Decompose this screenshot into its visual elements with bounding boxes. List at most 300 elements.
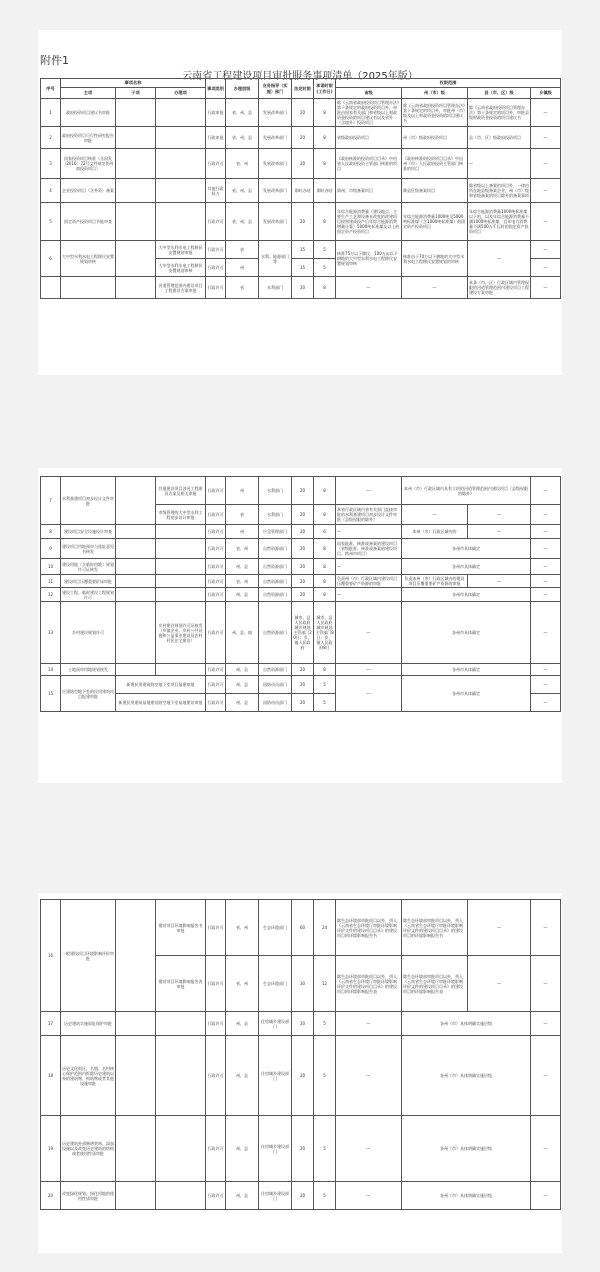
cell-level: 省、州	[226, 956, 259, 1012]
cell-legal: 15	[292, 259, 314, 277]
cell-prov: —	[336, 602, 402, 664]
cell-category: 行政许可	[206, 676, 226, 694]
cell-pref: 除生态环境部审批项目以外，列入《云南省生态环境厅审批环境影响评价文件的建设项目目录》的建设项目的环境影响报告表	[402, 956, 468, 1012]
cell-sub	[116, 203, 156, 241]
cell-county: 年综合能源消费量1000吨标准煤以下的，以及年综合能源消费量不满1000吨标准煤，且年电力消费量不满500万千瓦时的固定资产投资项目	[468, 203, 531, 241]
cell-dept: 水利部门	[259, 277, 292, 299]
cell-prov: 除生态环境部审批项目以外，列入《云南省生态环境厅审批环境影响评价文件的建设项目目录》的建设项目的环境影响报告表	[336, 956, 402, 1012]
cell-county: 县（市、区）级政府投资项目	[468, 127, 531, 149]
cell-legal: 30	[292, 956, 314, 1012]
cell-town: —	[531, 505, 561, 525]
cell-dept: 水利部门	[259, 505, 292, 525]
cell-seq: 16	[41, 900, 61, 1012]
header-promise-time: 承诺时限(工作日)	[314, 79, 336, 99]
cell-sub: 新建民用建筑易地建设防空地下室易地建设审批	[116, 694, 206, 712]
header-main-item: 主项	[61, 88, 116, 99]
cell-category: 行政许可	[206, 505, 226, 525]
cell-legal: 60	[292, 900, 314, 956]
cell-prov: —	[336, 676, 402, 712]
cell-pref: 除生态环境部审批项目以外，列入《云南省生态环境厅审批环境影响评价文件的建设项目目录》的建设项目的环境影响报告书	[402, 900, 468, 956]
cell-level: 州、县	[226, 588, 259, 602]
cell-handling	[156, 525, 206, 539]
table-row	[41, 676, 561, 694]
table-row	[41, 1116, 561, 1182]
cell-seq: 8	[41, 525, 61, 539]
cell-town: —	[531, 575, 561, 588]
cell-pref: 各州市具体确定	[402, 588, 531, 602]
cell-legal: 20	[292, 477, 314, 505]
cell-main: 国家投资项目核准（含国发〔2016〕72号文件规定的外商投资项目）	[61, 149, 116, 179]
header-handling: 办理项	[156, 88, 206, 99]
cell-town: —	[531, 1012, 561, 1036]
rows-1-to-5	[41, 99, 561, 241]
cell-handling	[156, 1116, 206, 1182]
cell-town: —	[531, 99, 561, 127]
cell-pref: 各州市具体确定	[402, 602, 531, 664]
table-row	[41, 179, 561, 203]
cell-town: —	[531, 203, 561, 241]
cell-prov: —	[336, 1116, 402, 1182]
cell-sub	[116, 99, 156, 127]
header-item-name: 事项名称	[61, 79, 206, 88]
cell-handling	[156, 127, 206, 149]
table-row	[41, 539, 561, 559]
cell-handling: 河道管理范围内建设项目工程建设方案审批	[156, 277, 206, 299]
cell-main: 建设工程、临时建设工程规划许可	[62, 589, 114, 600]
cell-sub	[116, 1036, 156, 1116]
cell-promise: 24	[314, 900, 336, 956]
cell-dept: 发展改革部门	[259, 179, 292, 203]
cell-dept: 住房城乡建设部门	[259, 1182, 292, 1210]
cell-sub	[116, 241, 156, 277]
cell-sub: 新建民用建筑防空地下室项目报建审批	[116, 676, 206, 694]
cell-sub	[116, 1116, 156, 1182]
cell-category: 行政许可	[206, 664, 226, 676]
cell-promise: 8	[314, 477, 336, 505]
cell-town: —	[531, 900, 561, 956]
cell-category: 行政许可	[206, 559, 226, 575]
cell-pref: 各州市具体确定	[402, 559, 531, 575]
rows-17-to-20	[41, 1012, 561, 1210]
cell-town: —	[531, 588, 561, 602]
header-dept: 业务指导（实施）部门	[259, 79, 292, 99]
cell-legal: 20	[292, 559, 314, 575]
cell-legal: 20	[292, 525, 314, 539]
cell-promise: 5	[314, 259, 336, 277]
cell-town: —	[531, 179, 561, 203]
cell-pref: 本州（市）行政区域内的	[402, 525, 468, 539]
cell-legal: 20	[292, 588, 314, 602]
attachment-label: 附件1	[40, 54, 69, 67]
cell-prov: —	[336, 477, 402, 505]
cell-promise: 5	[314, 1036, 336, 1116]
cell-pref: 年综合能源消费量1000吨至5000吨标准煤（含1000吨标准煤）的固定资产投资项目	[402, 203, 468, 241]
cell-town: —	[531, 259, 561, 277]
cell-promise: 8	[314, 505, 336, 525]
cell-dept: 自然资源部门	[259, 602, 292, 664]
cell-category: 行政许可	[206, 575, 226, 588]
cell-level: 州	[226, 259, 259, 277]
cell-legal: 20	[292, 664, 314, 676]
cell-dept: 住房城乡建设部门	[259, 1012, 292, 1036]
cell-level: 省、州	[226, 575, 259, 588]
cell-category: 行政许可	[206, 241, 226, 259]
cell-town: —	[531, 477, 561, 505]
cell-category: 行政许可	[206, 277, 226, 299]
cell-legal: 20	[292, 694, 314, 712]
cell-county: —	[468, 505, 531, 525]
cell-county: 本条（市、区）行政区域内管理权限的河道管理范围内建设项目工程建设方案审批	[468, 277, 531, 299]
cell-pref: 州（市）级政府投资项目	[402, 127, 468, 149]
cell-town: —	[531, 277, 561, 299]
cell-sub	[116, 179, 156, 203]
cell-category: 行政审批	[206, 127, 226, 149]
cell-pref: 除《云南省政府投资项目管理办法》第十条规定的项目外，审批州（市）级及以上财政资金投资的项目建议书	[402, 99, 468, 127]
cell-dept: 发展改革部门	[259, 149, 292, 179]
table-row	[41, 1012, 561, 1036]
cell-dept: 住房城乡建设部门	[259, 1036, 292, 1116]
cell-level: 州、县	[226, 1116, 259, 1182]
cell-county: —	[468, 956, 531, 1012]
cell-promise: 8	[314, 149, 336, 179]
cell-town: —	[531, 1116, 561, 1182]
cell-category: 行政许可	[206, 477, 226, 505]
cell-town: —	[531, 539, 561, 559]
cell-handling	[156, 559, 206, 575]
cell-handling	[156, 575, 206, 588]
cell-legal: 20	[292, 99, 314, 127]
cell-promise: 8	[314, 99, 336, 127]
cell-promise: 12	[314, 956, 336, 1012]
cell-pref: 负责本州（市）行政区域内的建设项目压覆重要矿产资源的审批	[402, 575, 468, 588]
cell-handling	[156, 203, 206, 241]
cell-seq: 20	[41, 1182, 61, 1210]
cell-sub	[116, 559, 156, 575]
cell-promise: 8	[314, 539, 336, 559]
cell-pref: 各州（市）具体明确实施层级	[402, 1116, 531, 1182]
table-row	[41, 525, 561, 539]
cell-legal: 20	[292, 575, 314, 588]
cell-promise: 5	[314, 676, 336, 694]
cell-handling	[156, 1036, 206, 1116]
cell-level: 省、州、县	[226, 99, 259, 127]
cell-town: —	[531, 127, 561, 149]
cell-handling: 市级管理的大中型水利工程初步设计审批	[156, 505, 206, 525]
cell-category: 行政许可	[206, 1116, 226, 1182]
table-row	[41, 664, 561, 676]
cell-sub	[116, 539, 156, 559]
cell-handling: 建设项目环境影响报告表审批	[156, 956, 206, 1012]
header-authority: 权限范围	[336, 79, 561, 88]
table-row	[41, 575, 561, 588]
cell-promise: 5	[314, 694, 336, 712]
header-seq: 序号	[41, 79, 61, 99]
cell-promise: 8	[314, 588, 336, 602]
cell-level: 省、州、县	[226, 127, 259, 149]
cell-legal: 20	[292, 149, 314, 179]
cell-prov: 滇州、市级备案项目	[336, 179, 402, 203]
table-row	[41, 127, 561, 149]
cell-sub	[116, 575, 156, 588]
cell-seq: 15	[41, 676, 61, 712]
cell-category: 行政许可	[206, 602, 226, 664]
cell-category: 行政许可	[206, 588, 226, 602]
cell-promise: 8	[314, 575, 336, 588]
cell-main: 政府投资项目可行性研究报告审批	[61, 127, 116, 149]
cell-county: 除《云南省政府投资项目管理办法》第十条规定的项目外，审批县级财政资金投资的项目建议书	[468, 99, 531, 127]
cell-seq: 12	[41, 588, 61, 602]
cell-promise: 5	[314, 1012, 336, 1036]
rows-8-to-12	[41, 525, 561, 602]
header-category: 事项类别	[206, 79, 226, 99]
cell-dept: 国防动员部门	[259, 676, 292, 694]
cell-handling	[156, 539, 206, 559]
cell-promise: 8	[314, 664, 336, 676]
cell-category: 行政许可	[206, 956, 226, 1012]
cell-level: 州	[226, 525, 259, 539]
cell-sub	[116, 1182, 156, 1210]
cell-promise: 城市、县人民政府城乡规划主管部门8日；乡、镇人民政府8日	[314, 602, 336, 664]
cell-level: 州	[226, 477, 259, 505]
approval-items-table-part-3	[40, 899, 561, 1210]
table-row	[41, 149, 561, 179]
cell-main: 历史建筑实施原址保护审批	[61, 1012, 116, 1036]
cell-town: —	[531, 525, 561, 539]
cell-town: —	[531, 149, 561, 179]
header-prov: 省级	[336, 88, 402, 99]
cell-prov: —	[336, 559, 402, 575]
cell-level: 省、州	[226, 539, 259, 559]
cell-handling: 大中型水利水电工程移民安置规划审批	[156, 241, 206, 259]
cell-legal: 15	[292, 241, 314, 259]
cell-level: 省、州	[226, 900, 259, 956]
cell-main: 大中型水利水电工程移民安置规划审核	[61, 241, 116, 277]
cell-level: 州、县、镇	[226, 602, 259, 664]
cell-town: —	[531, 676, 561, 694]
cell-category: 行政许可	[206, 1012, 226, 1036]
table-row	[41, 1182, 561, 1210]
cell-seq: 3	[41, 149, 61, 179]
cell-town: —	[531, 1036, 561, 1116]
cell-legal: 20	[292, 1012, 314, 1036]
cell-town: —	[531, 694, 561, 712]
cell-pref: 各州市具体确定	[402, 676, 531, 712]
cell-seq: 5	[41, 203, 61, 241]
document-page-2	[38, 468, 562, 783]
cell-prov: —	[336, 1036, 402, 1116]
cell-pref: —	[402, 505, 468, 525]
cell-seq: 9	[41, 539, 61, 559]
cell-level: 省	[226, 241, 259, 259]
cell-prov: 国家批准、核准或备案的建设项目（省级批准、核准或备案的建设项目、跨州市项目）	[336, 539, 402, 559]
cell-handling	[156, 588, 206, 602]
cell-seq: 7	[41, 477, 61, 525]
cell-seq: 2	[41, 127, 61, 149]
cell-town: —	[531, 956, 561, 1012]
header-legal-time: 法定时限	[292, 79, 314, 99]
cell-pref: 核准由于70万以下耕地的大中型水利水电工程移民安置规划的审核	[402, 241, 468, 277]
table-row	[41, 241, 561, 259]
cell-legal: 20	[292, 203, 314, 241]
cell-dept: 国防动员部门	[259, 694, 292, 712]
cell-dept: 应急管理部门	[259, 525, 292, 539]
document-page-1	[38, 30, 562, 375]
cell-handling	[156, 1182, 206, 1210]
cell-level: 省	[226, 505, 259, 525]
cell-pref: 各州（市）具体明确实施层级	[402, 1182, 531, 1210]
cell-seq: 14	[41, 664, 61, 676]
cell-pref: 各州市具体确定	[402, 539, 531, 559]
cell-handling: 其他建设项目涉河工程建设方案及相关审批	[156, 477, 206, 505]
cell-town: —	[531, 559, 561, 575]
header-town: 乡镇级	[531, 88, 561, 99]
cell-dept: 生态环境部门	[259, 956, 292, 1012]
cell-prov: 《政府核准的投资项目目录》中由省人民政府投资主管部门核准的项目	[336, 149, 402, 179]
document-title: 云南省工程建设项目审批服务事项清单（2025年版）	[182, 71, 418, 82]
cell-legal: 城市、县人民政府城乡规划主管部门20日；乡、镇人民政府	[292, 602, 314, 664]
cell-prov: —	[336, 1182, 402, 1210]
approval-items-table-part-1	[40, 78, 561, 299]
cell-prov: —	[336, 588, 402, 602]
cell-main: 建设项目安全设施设计审查	[61, 525, 116, 539]
cell-seq: 11	[41, 575, 61, 588]
cell-seq: 13	[41, 602, 61, 664]
cell-seq: 6	[41, 241, 61, 277]
cell-promise: 即时办结	[314, 179, 336, 203]
cell-main: 建设项目压覆重要矿床审批	[61, 575, 116, 588]
cell-promise: 8	[314, 277, 336, 299]
table-row	[41, 588, 561, 602]
cell-dept: 自然资源部门	[259, 575, 292, 588]
cell-category: 行政许可	[206, 1036, 226, 1116]
cell-main: 乡村建设规划许可	[61, 602, 116, 664]
cell-county: —	[468, 241, 531, 277]
cell-level: 州、县	[226, 676, 259, 694]
cell-category: 行政许可	[206, 900, 226, 956]
cell-main: 应建防空地下室的民用建筑项目报建审批	[61, 676, 116, 712]
cell-category: 行政许可	[206, 259, 226, 277]
table-row	[41, 99, 561, 127]
cell-sub	[116, 127, 156, 149]
cell-main: 建设项目用地预审与选址意见书核发	[61, 539, 116, 559]
cell-legal: 20	[292, 1036, 314, 1116]
cell-handling: 大中型水利水电工程移民安置规划审核	[156, 259, 206, 277]
cell-category: 行政审批	[206, 99, 226, 127]
cell-legal: 20	[292, 676, 314, 694]
cell-promise: 5	[314, 241, 336, 259]
cell-handling: 乡村建设规划许可证核发（乡镇企业、乡村公共设施和公益事业建设及农村村民住宅建设）	[156, 602, 206, 664]
cell-level: 省、州	[226, 149, 259, 179]
table-row	[41, 203, 561, 241]
cell-legal: 20	[292, 1182, 314, 1210]
cell-sub	[116, 525, 156, 539]
cell-pref: 本州（市）行政区域内具有立项的河道管理范围内建设项目（县级权限的除外）	[402, 477, 531, 505]
cell-category: 行政许可	[206, 694, 226, 712]
cell-legal: 20	[292, 539, 314, 559]
cell-prov: 负责州（市）行政区域内建设项目压覆重要矿产资源的审批	[336, 575, 402, 588]
cell-main: 一般建设项目环境影响评价审批	[61, 900, 116, 1012]
table-row	[41, 477, 561, 505]
cell-seq: 1	[41, 99, 61, 127]
cell-promise: 5	[314, 1182, 336, 1210]
cell-level: 州、县	[226, 1182, 259, 1210]
cell-dept: 发展改革部门	[259, 99, 292, 127]
cell-dept: 发展改革部门	[259, 203, 292, 241]
cell-prov: 除生态环境部审批项目以外，列入《云南省生态环境厅审批环境影响评价文件的建设项目目录》的建设项目的环境影响报告书	[336, 900, 402, 956]
cell-seq: 17	[41, 1012, 61, 1036]
cell-prov: 年综合能源消费量（建设地点、主要生产工艺和设备未改变的改建项目按照建成投产后年综合能源消费增量计算）5000吨标准煤及以上的固定资产投资项目	[336, 203, 402, 241]
header-level: 办理层级	[226, 79, 259, 99]
cell-prov: —	[336, 277, 402, 299]
table-row	[41, 602, 561, 664]
cell-prov: 除《云南省政府投资项目管理办法》第十条规定的政府投资项目外，审批由国家有关部门和省级以上财政资金投资的项目建议书以及省外（含境外）投资项目	[336, 99, 402, 127]
cell-main: 水利基建项目初步设计文件审批	[61, 477, 116, 525]
cell-promise: 8	[314, 559, 336, 575]
cell-handling	[156, 149, 206, 179]
cell-dept: 自然资源部门	[259, 539, 292, 559]
cell-dept: 水利、能源部门等	[259, 241, 292, 277]
cell-town: —	[531, 602, 561, 664]
cell-level: 省、州、县	[226, 203, 259, 241]
cell-dept: 自然资源部门	[259, 664, 292, 676]
cell-promise: 5	[314, 1116, 336, 1182]
cell-prov: —	[336, 1012, 402, 1036]
cell-handling	[156, 99, 206, 127]
cell-seq: 4	[41, 179, 61, 203]
cell-dept: 自然资源部门	[259, 559, 292, 575]
cell-main: 企业投资项目（含外资）备案	[61, 179, 116, 203]
cell-promise: 8	[314, 203, 336, 241]
cell-category: 行政许可	[206, 539, 226, 559]
cell-prov: —	[336, 664, 402, 676]
table-row	[41, 900, 561, 956]
cell-county: 除省级以上备案的项目外，一律由所在地县级备案企业，州（市）级和省级备案的项目除外的备案事项	[468, 179, 531, 203]
cell-town: —	[531, 1182, 561, 1210]
cell-pref: 各州（市）具体明确实施层级	[402, 1012, 531, 1036]
cell-county: —	[468, 525, 531, 539]
cell-pref: 各州市具体确定	[402, 664, 531, 676]
cell-sub	[116, 588, 156, 602]
cell-pref: 《政府核准的投资项目目录》中由州（市）人民政府投资主管部门核准的项目	[402, 149, 468, 179]
cell-legal: 20	[292, 1116, 314, 1182]
cell-main: 历史文化街区、名镇、名村核心保护范围内拆除历史建筑以外的建筑物、构筑物或者其他设施审批	[61, 1036, 116, 1116]
cell-prov: 本省行政区域内省有关部门直接审批的水利基建项目初步设计文件审批（县级权限的除外）	[336, 505, 402, 525]
cell-pref: —	[402, 277, 468, 299]
cell-legal: 20	[292, 505, 314, 525]
cell-handling	[156, 1012, 206, 1036]
cell-town: —	[531, 241, 561, 259]
cell-level: 州、县	[226, 1012, 259, 1036]
header-county: 县（市、区）级	[468, 88, 531, 99]
table-row	[41, 277, 561, 299]
cell-sub	[116, 1012, 156, 1036]
cell-level: 州、县	[226, 664, 259, 676]
cell-category: 行政许可	[206, 1182, 226, 1210]
cell-main: 政府投资项目建议书审批	[61, 99, 116, 127]
cell-town: —	[531, 664, 561, 676]
cell-legal: 20	[292, 277, 314, 299]
cell-promise: 6	[314, 525, 336, 539]
document-page-3	[38, 893, 562, 1253]
cell-main: 固定资产投资项目节能审查	[61, 203, 116, 241]
cell-prov: 核准75万以下移民、100万亩以下耕地的大中型水利水电工程移民安置规划审核	[336, 241, 402, 277]
cell-pref: 各州（市）具体明确实施层级	[402, 1036, 531, 1116]
cell-main: 建设用地（含临时用地）规划许可证核发	[61, 559, 116, 575]
cell-main: 土地预审用地规划核发	[61, 664, 116, 676]
cell-dept: 发展改革部门	[259, 127, 292, 149]
approval-items-table-part-2	[40, 476, 561, 712]
cell-dept: 自然资源部门	[259, 588, 292, 602]
